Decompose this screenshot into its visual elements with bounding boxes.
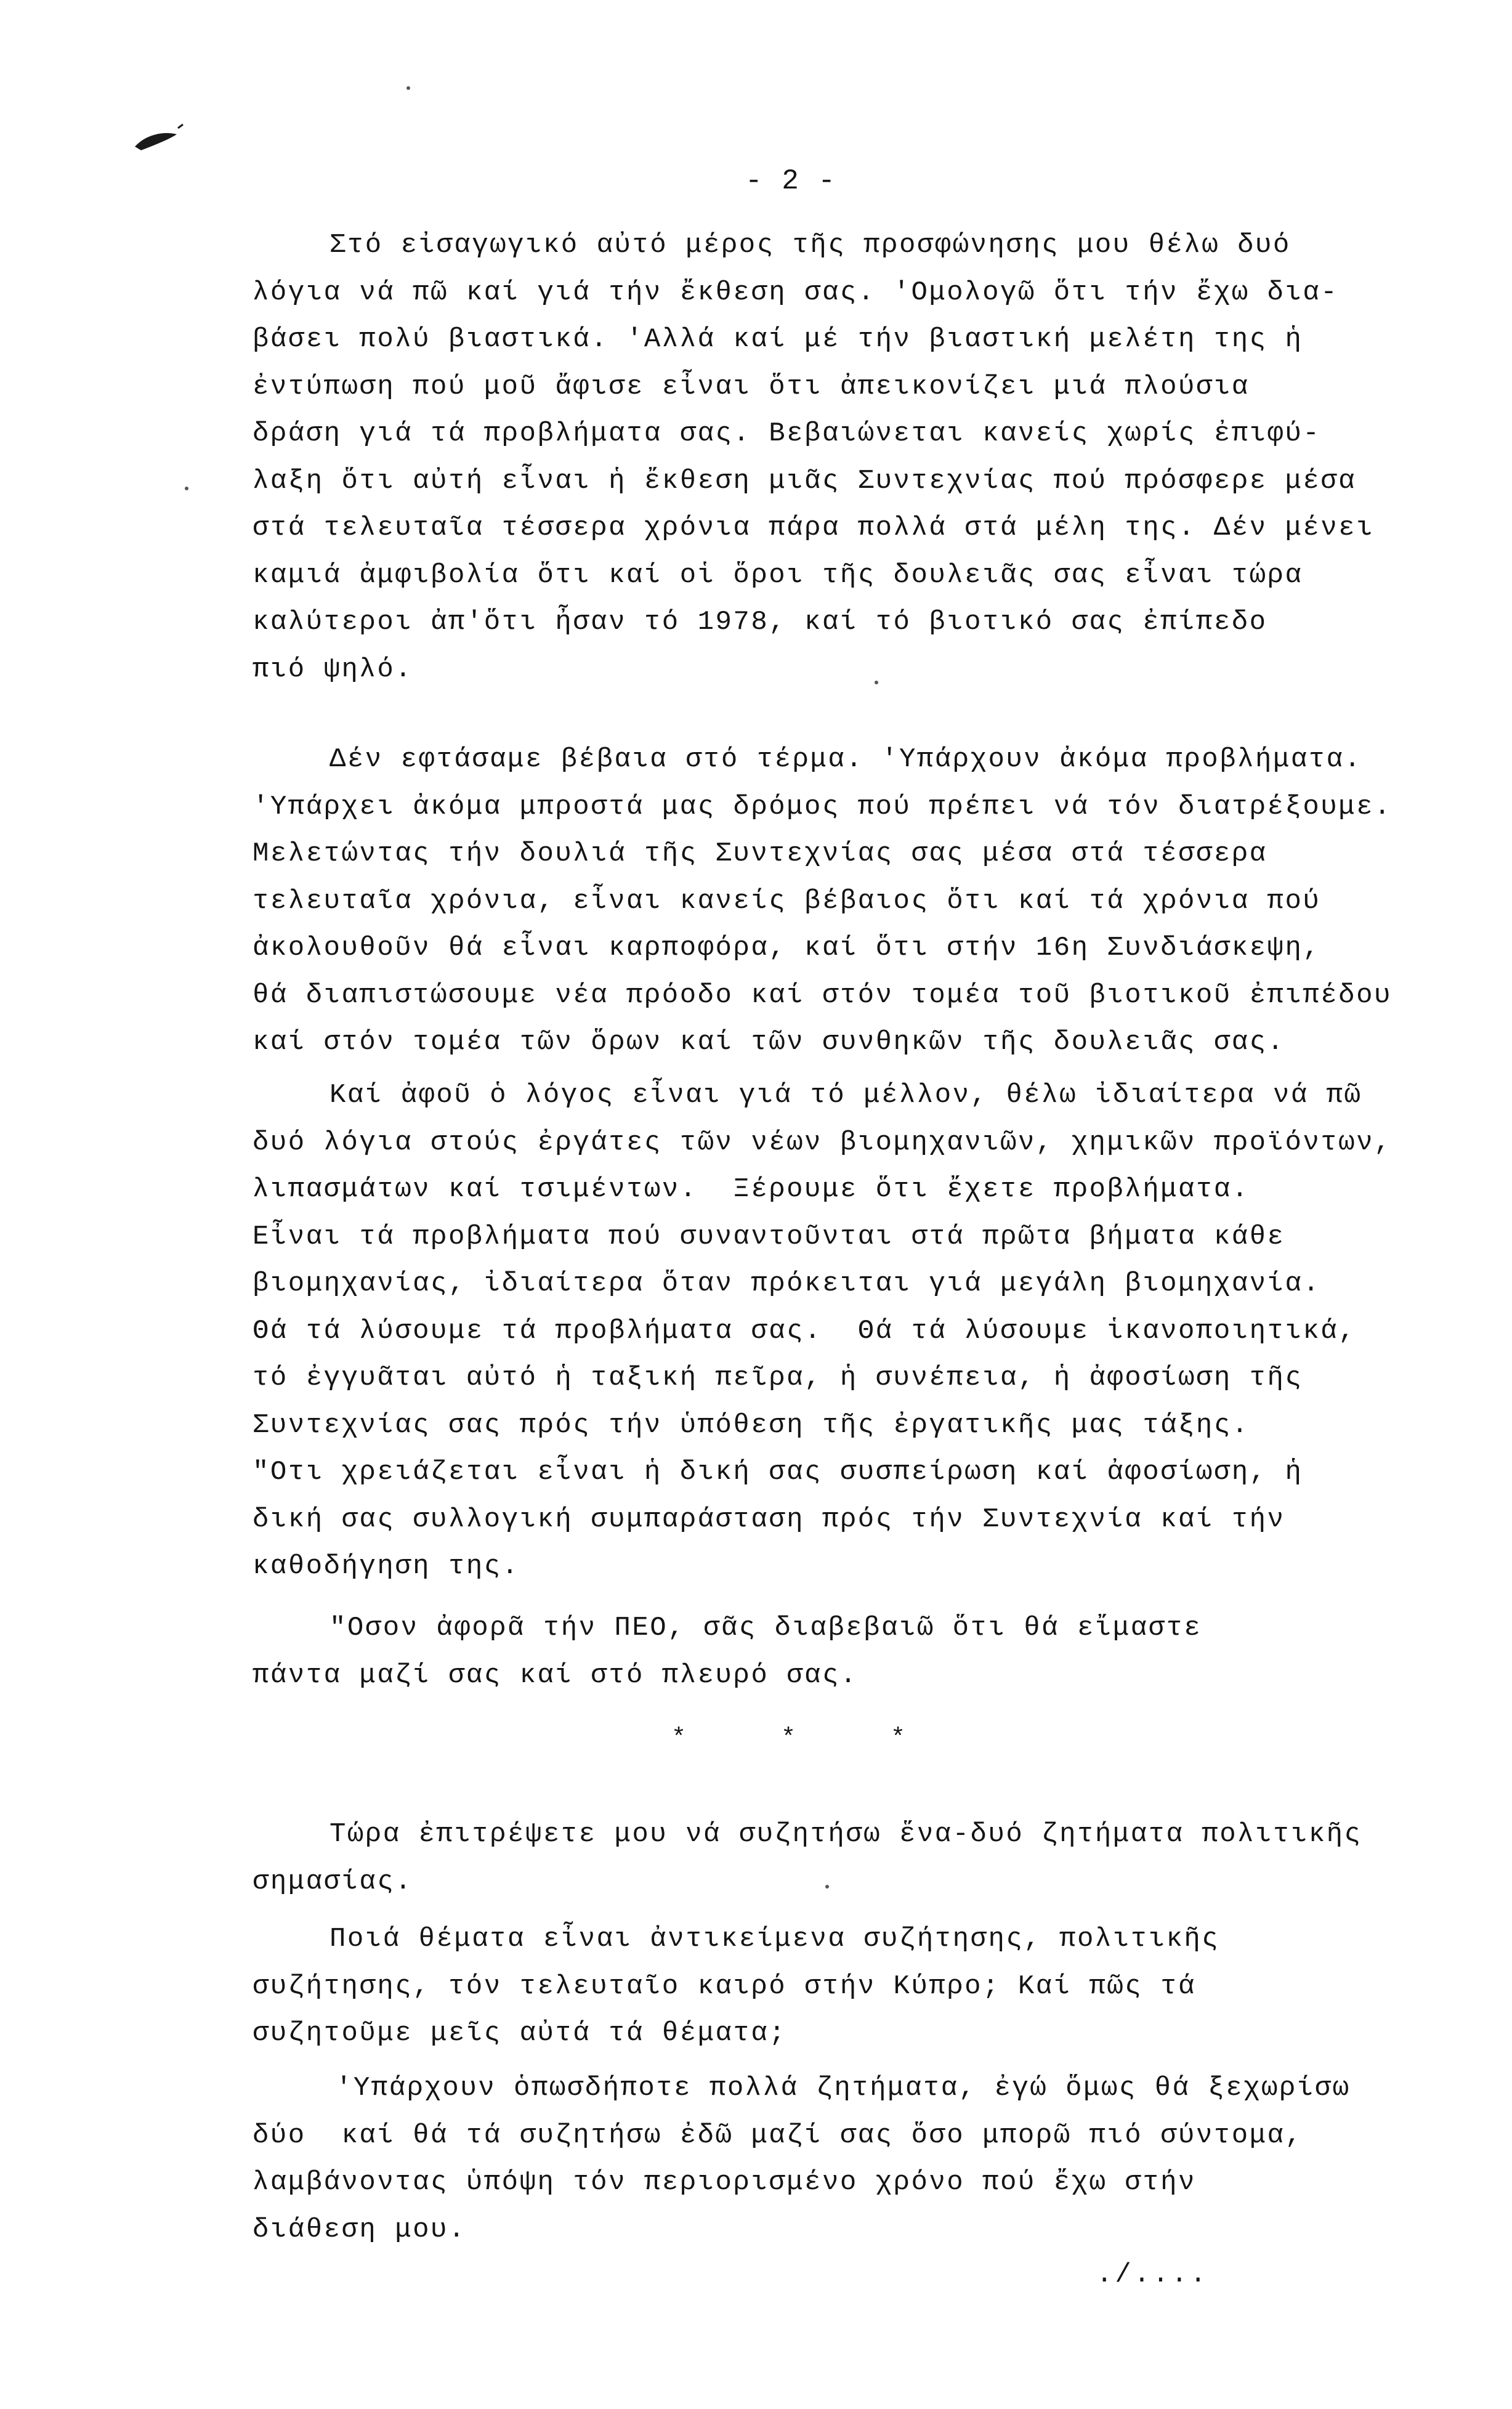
text-line: ἀκολουθοῦν θά εἶναι καρποφόρα, καί ὅτι στήν 16η Συνδιάσκεψη, [253,933,1321,963]
text-line: 'Υπάρχουν ὁπωσδήποτε πολλά ζητήματα, ἐγώ ὅμως θά ξεχωρίσω [336,2073,1351,2103]
text-line: πάντα μαζί σας καί στό πλευρό σας. [253,1659,858,1691]
scan-speck [825,1885,829,1889]
ink-smudge-mark [132,123,188,154]
paragraph-new-industries [253,1072,1447,1590]
text-line: λιπασμάτων καί τσιμέντων. Ξέρουμε ὅτι ἔχετε προβλήματα. [253,1174,1250,1205]
text-line: Καί ἀφοῦ ὁ λόγος εἶναι γιά τό μέλλον, θέλω ἰδιαίτερα νά πῶ [329,1080,1362,1111]
text-line: πιό ψηλό. [253,654,413,685]
text-line: Ποιά θέματα εἶναι ἀντικείμενα συζήτησης, πολιτικῆς [329,1924,1220,1954]
paragraph-not-reached-end [253,736,1447,1066]
text-line: καθοδήγηση της. [253,1551,520,1582]
section-separator [671,1725,905,1752]
text-line: καλύτεροι ἀπ'ὅτι ἦσαν τό 1978, καί τό βιοτικό σας ἐπίπεδο [253,607,1267,638]
text-line: "Οσον ἀφορᾶ τήν ΠΕΟ, σᾶς διαβεβαιῶ ὅτι θά εἴμαστε [329,1613,1202,1643]
paragraph-introduction [253,222,1447,693]
paragraph [253,736,1447,1066]
paragraph-topics-question [253,1916,1447,2057]
paragraph [253,1811,1447,1905]
text-line: δυό λόγια στούς ἐργάτες τῶν νέων βιομηχανιῶν, χημικῶν προϊόντων, [253,1127,1392,1158]
scan-speck [185,487,188,490]
text-line: "Οτι χρειάζεται εἶναι ἡ δική σας συσπείρωση καί ἀφοσίωση, ἡ [253,1457,1303,1488]
text-line: τελευταῖα χρόνια, εἶναι κανείς βέβαιος ὅτι καί τά χρόνια πού [253,885,1321,917]
text-line: λόγια νά πῶ καί γιά τήν ἔκθεση σας. 'Ομολογῶ ὅτι τήν ἔχω δια- [253,277,1339,308]
text-line: Τώρα ἐπιτρέψετε μου νά συζητήσω ἕνα-δυό ζητήματα πολιτικῆς [329,1819,1362,1850]
text-line: καί στόν τομέα τῶν ὅρων καί τῶν συνθηκῶν τῆς δουλειᾶς σας. [253,1027,1285,1058]
paragraph-two-issues [253,2065,1447,2253]
paragraph [253,222,1447,693]
text-line: βάσει πολύ βιαστικά. 'Αλλά καί μέ τήν βιαστική μελέτη της ἡ [253,324,1303,355]
text-line: συζητοῦμε μεῖς αὐτά τά θέματα; [253,2018,787,2049]
text-line: Δέν εφτάσαμε βέβαια στό τέρμα. 'Υπάρχουν ἀκόμα προβλήματα. [329,744,1362,775]
separator-asterisk: * [780,1725,796,1752]
text-line: Στό εἰσαγωγικό αὐτό μέρος τῆς προσφώνησης μου θέλω δυό [329,230,1291,261]
text-line: Συντεχνίας σας πρός τήν ὑπόθεση τῆς ἐργατικῆς μας τάξης. [253,1409,1250,1441]
text-line: συζήτησης, τόν τελευταῖο καιρό στήν Κύπρο; Καί πῶς τά [253,1970,1196,2002]
text-line: τό ἐγγυᾶται αὐτό ἡ ταξική πεῖρα, ἡ συνέπεια, ἡ ἀφοσίωση τῆς [253,1362,1303,1393]
paragraph [253,1072,1447,1590]
page-number: - 2 - [745,165,837,197]
text-line: Θά τά λύσουμε τά προβλήματα σας. Θά τά λύσουμε ἱκανοποιητικά, [253,1315,1357,1346]
text-line: δύο καί θά τά συζητήσω ἐδῶ μαζί σας ὅσο μπορῶ πιό σύντομα, [253,2120,1303,2151]
text-line: ἐντύπωση πού μοῦ ἄφισε εἶναι ὅτι ἀπεικονίζει μιά πλούσια [253,371,1250,402]
text-line: δική σας συλλογική συμπαράσταση πρός τήν Συντεχνία καί τήν [253,1504,1285,1535]
text-line: βιομηχανίας, ἰδιαίτερα ὅταν πρόκειται γιά μεγάλη βιομηχανία. [253,1268,1321,1299]
continuation-mark: ./.... [1096,2259,1209,2290]
paragraph-peo [253,1605,1447,1699]
text-line: δράση γιά τά προβλήματα σας. Βεβαιώνεται κανείς χωρίς ἐπιφύ- [253,418,1321,449]
text-line: στά τελευταῖα τέσσερα χρόνια πάρα πολλά στά μέλη της. Δέν μένει [253,512,1374,543]
paragraph [253,2065,1447,2253]
text-line: θά διαπιστώσουμε νέα πρόοδο καί στόν τομέα τοῦ βιοτικοῦ ἐπιπέδου [253,979,1392,1011]
text-line: λαμβάνοντας ὑπόψη τόν περιορισμένο χρόνο πού ἔχω στήν [253,2167,1196,2198]
scan-speck [406,86,410,90]
text-line: καμιά ἀμφιβολία ὅτι καί οἱ ὅροι τῆς δουλειᾶς σας εἶναι τώρα [253,559,1303,591]
paragraph [253,1605,1447,1699]
scan-speck [875,681,878,684]
separator-asterisk: * [671,1725,687,1752]
text-line: Εἶναι τά προβλήματα πού συναντοῦνται στά πρῶτα βήματα κάθε [253,1221,1285,1252]
text-line: σημασίας. [253,1866,413,1897]
paragraph [253,1916,1447,2057]
text-line: 'Υπάρχει ἀκόμα μπροστά μας δρόμος πού πρέπει νά τόν διατρέξουμε. [253,791,1392,822]
text-line: Μελετώντας τήν δουλιά τῆς Συντεχνίας σας μέσα στά τέσσερα [253,838,1267,869]
paragraph-political-issues [253,1811,1447,1905]
text-line: λαξη ὅτι αὐτή εἶναι ἡ ἔκθεση μιᾶς Συντεχνίας πού πρόσφερε μέσα [253,465,1357,496]
separator-asterisk: * [890,1725,905,1752]
text-line: διάθεση μου. [253,2214,466,2245]
